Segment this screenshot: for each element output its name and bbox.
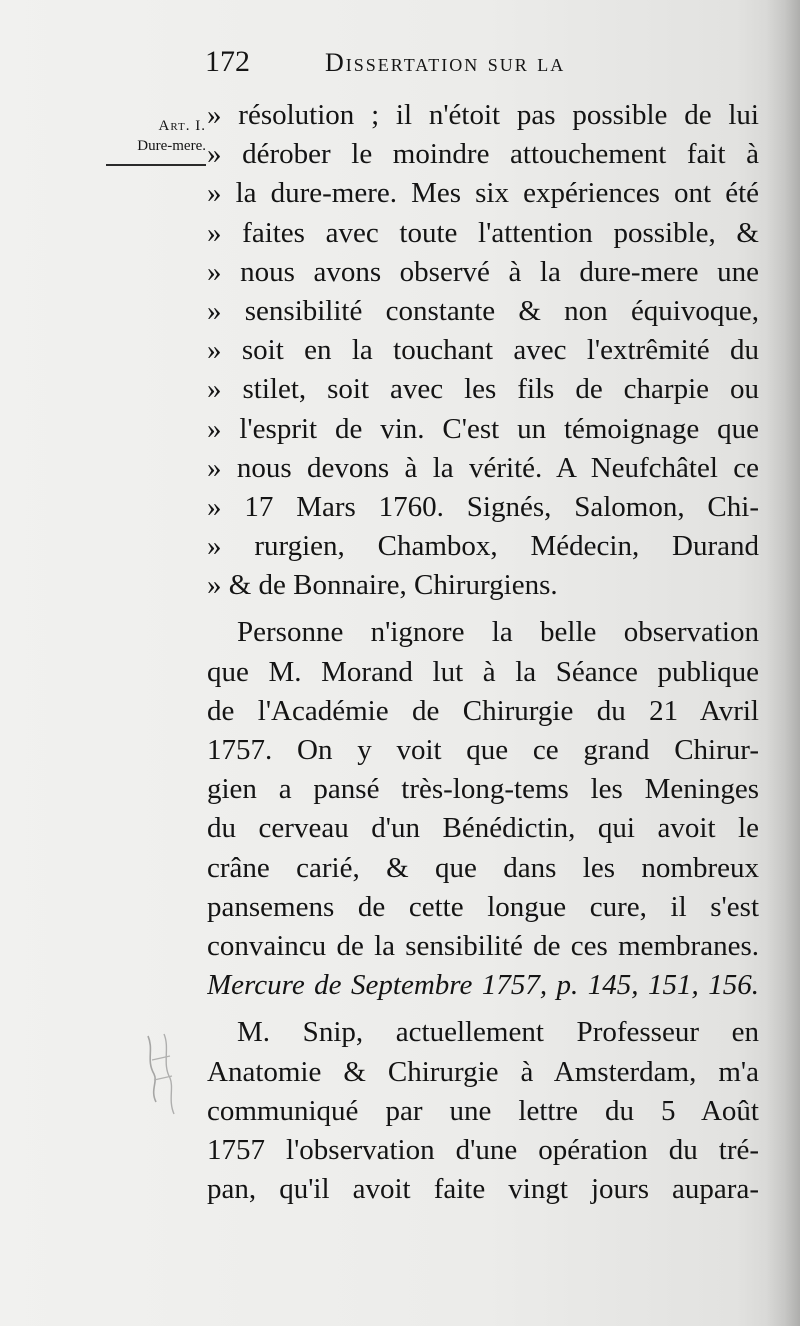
- text-line: du cerveau d'un Bénédictin, qui avoit le: [207, 812, 759, 845]
- running-head: [205, 44, 675, 84]
- text-line: » 17 Mars 1760. Signés, Salomon, Chi-: [207, 490, 759, 523]
- text-line: Personne n'ignore la belle observation: [237, 616, 759, 649]
- margin-note-subject: Dure-mere.: [137, 138, 206, 154]
- margin-note-article: Art. I.: [158, 118, 206, 134]
- text-line: » faites avec toute l'attention possible, &: [207, 216, 759, 249]
- text-line: convaincu de la sensibilité de ces membranes.: [207, 929, 759, 962]
- page-number: 172: [205, 45, 250, 78]
- text-line: » résolution ; il n'étoit pas possible de lui: [207, 99, 759, 131]
- text-line: Anatomie & Chirurgie à Amsterdam, m'a: [207, 1055, 759, 1088]
- text-line: » & de Bonnaire, Chirurgiens.: [207, 569, 558, 602]
- text-line: » soit en la touchant avec l'extrêmité du: [207, 334, 759, 367]
- pencil-annotation-mark: [140, 1030, 185, 1120]
- text-line: » dérober le moindre attouchement fait à: [207, 138, 759, 171]
- text-line: que M. Morand lut à la Séance publique: [207, 655, 759, 688]
- page-gutter-shadow: [766, 0, 800, 1326]
- text-line: » la dure-mere. Mes six expériences ont été: [207, 177, 759, 210]
- text-line: » nous devons à la vérité. A Neufchâtel ce: [207, 451, 759, 484]
- text-line: gien a pansé très-long-tems les Meninges: [207, 773, 759, 806]
- running-title: Dissertation sur la: [325, 48, 566, 77]
- body-text: [207, 96, 759, 1209]
- text-line: pansemens de cette longue cure, il s'est: [207, 890, 759, 923]
- text-line: pan, qu'il avoit faite vingt jours aupara-: [207, 1173, 759, 1206]
- paragraph-gap: [207, 1005, 759, 1013]
- margin-note: [98, 116, 206, 166]
- margin-rule: [106, 164, 206, 166]
- text-line: » stilet, soit avec les fils de charpie ou: [207, 373, 759, 406]
- text-line: communiqué par une lettre du 5 Août: [207, 1094, 759, 1127]
- text-line: » l'esprit de vin. C'est un témoignage que: [207, 412, 759, 445]
- text-line: de l'Académie de Chirurgie du 21 Avril: [207, 694, 759, 727]
- text-line: » sensibilité constante & non équivoque,: [207, 294, 759, 327]
- paragraph-gap: [207, 605, 759, 613]
- text-line: 1757 l'observation d'une opération du tré-: [207, 1133, 759, 1166]
- text-line: » rurgien, Chambox, Médecin, Durand: [207, 530, 759, 563]
- text-line: M. Snip, actuellement Professeur en: [237, 1016, 759, 1049]
- text-line: crâne carié, & que dans les nombreux: [207, 851, 759, 884]
- text-line: 1757. On y voit que ce grand Chirur-: [207, 734, 759, 766]
- text-line: Mercure de Septembre 1757, p. 145, 151, 156.: [207, 969, 759, 1002]
- text-line: » nous avons observé à la dure-mere une: [207, 255, 759, 288]
